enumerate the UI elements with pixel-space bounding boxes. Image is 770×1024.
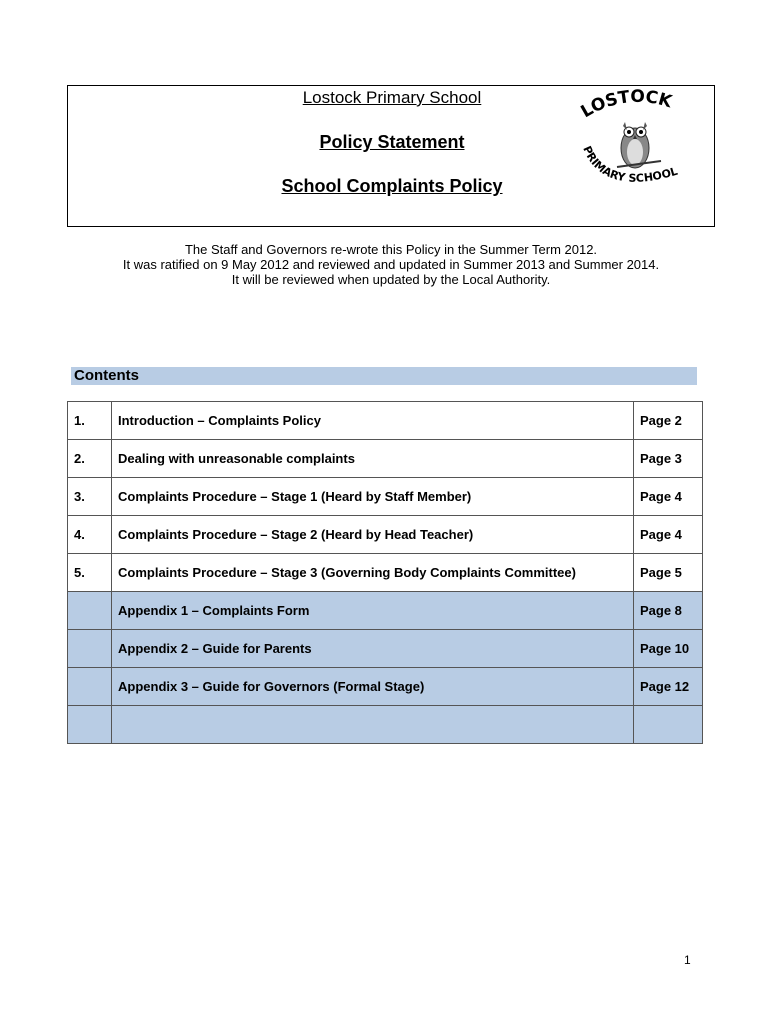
row-title: Dealing with unreasonable complaints (112, 440, 634, 478)
row-number (68, 630, 112, 668)
intro-text (67, 242, 715, 287)
table-row (68, 402, 703, 440)
row-title (112, 706, 634, 744)
school-logo (573, 88, 693, 218)
contents-heading: Contents (71, 367, 697, 385)
row-title: Complaints Procedure – Stage 3 (Governing Body Complaints Committee) (112, 554, 634, 592)
row-title: Appendix 3 – Guide for Governors (Formal Stage) (112, 668, 634, 706)
table-row (68, 630, 703, 668)
intro-line-3: It will be reviewed when updated by the Local Authority. (231, 272, 551, 287)
owl-logo-icon (573, 88, 693, 218)
page-number: 1 (684, 953, 691, 967)
row-number: 5. (68, 554, 112, 592)
row-number (68, 668, 112, 706)
table-row (68, 592, 703, 630)
policy-statement-heading: Policy Statement (319, 132, 465, 152)
table-row (68, 516, 703, 554)
row-page: Page 4 (634, 478, 703, 516)
table-row (68, 554, 703, 592)
row-number (68, 706, 112, 744)
row-number (68, 592, 112, 630)
row-title: Appendix 2 – Guide for Parents (112, 630, 634, 668)
header-box (67, 85, 715, 227)
logo-bottom-text: PRIMARY SCHOOL (580, 144, 680, 185)
intro-line-2: It was ratified on 9 May 2012 and reviewed and updated in Summer 2013 and Summer 2014. (122, 257, 660, 272)
row-title: Appendix 1 – Complaints Form (112, 592, 634, 630)
row-title: Introduction – Complaints Policy (112, 402, 634, 440)
logo-top-text: LOSTOCK (577, 88, 674, 123)
row-page: Page 3 (634, 440, 703, 478)
row-number: 2. (68, 440, 112, 478)
row-number: 3. (68, 478, 112, 516)
row-title: Complaints Procedure – Stage 1 (Heard by Staff Member) (112, 478, 634, 516)
row-page: Page 4 (634, 516, 703, 554)
row-page: Page 5 (634, 554, 703, 592)
table-row (68, 706, 703, 744)
table-row (68, 478, 703, 516)
intro-line-1: The Staff and Governors re-wrote this Policy in the Summer Term 2012. (184, 242, 598, 257)
row-number: 4. (68, 516, 112, 554)
contents-table (67, 401, 703, 744)
school-name: Lostock Primary School (302, 88, 482, 107)
row-page: Page 2 (634, 402, 703, 440)
row-number: 1. (68, 402, 112, 440)
row-page: Page 10 (634, 630, 703, 668)
svg-text:LOSTOCK (578, 88, 675, 122)
row-page: Page 8 (634, 592, 703, 630)
row-title: Complaints Procedure – Stage 2 (Heard by Head Teacher) (112, 516, 634, 554)
table-row (68, 440, 703, 478)
policy-title: School Complaints Policy (281, 176, 503, 196)
row-page (634, 706, 703, 744)
table-row (68, 668, 703, 706)
row-page: Page 12 (634, 668, 703, 706)
